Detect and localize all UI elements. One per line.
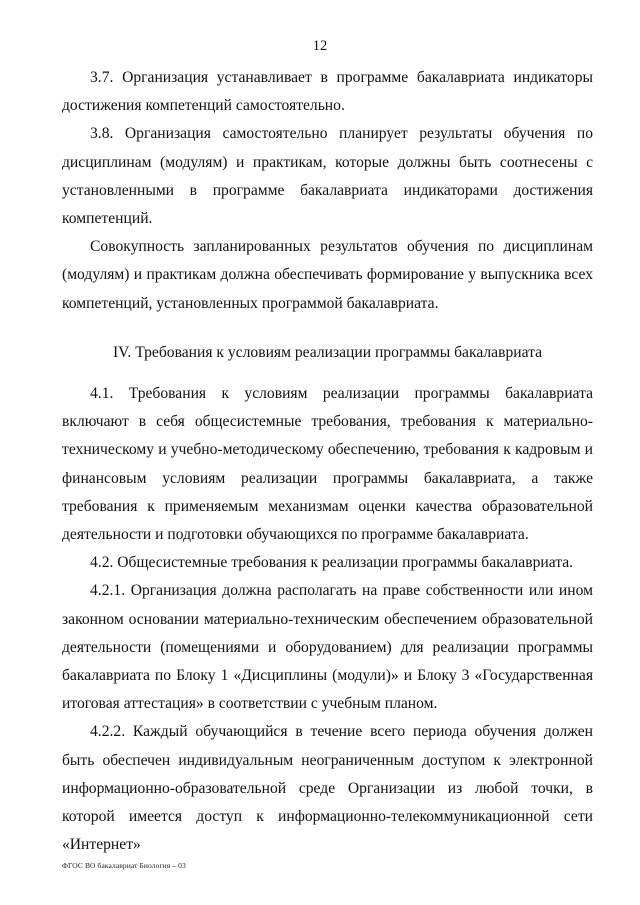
document-body bbox=[62, 64, 593, 859]
paragraph-4-2-2: 4.2.2. Каждый обучающийся в течение всего периода обучения должен быть обеспечен индивидуальным неограниченным доступом к электронной информационно-образовательной среде Организации из любой точки, в которой имеется доступ к информационно-телекоммуникационной сети «Интернет» bbox=[62, 723, 593, 854]
paragraph-4-2-1: 4.2.1. Организация должна располагать на праве собственности или ином законном основании материально-техническим обеспечением образовательной деятельности (помещениями и оборудованием) для реализации программы бакалавриата по Блоку 1 «Дисциплины (модули)» и Блоку 3 «Государственная итоговая аттестация» в соответствии с учебным планом. bbox=[62, 582, 593, 713]
page-number: 12 bbox=[312, 38, 328, 54]
document-footer: ФГОС ВО бакалавриат Биология – 03 bbox=[62, 861, 186, 870]
section-heading: IV. Требования к условиям реализации программы бакалавриата bbox=[112, 343, 543, 361]
paragraph-4-1: 4.1. Требования к условиям реализации программы бакалавриата включают в себя общесистемные требования, требования к материально-техническому и учебно-методическому обеспечению, требования к кадровым и финансовым условиям реализации программы бакалавриата, а также требования к применяемым механизмам оценки качества образовательной деятельности и подготовки обучающихся по программе бакалавриата. bbox=[62, 385, 593, 544]
paragraph-3-8: 3.8. Организация самостоятельно планирует результаты обучения по дисциплинам (модулям) и практикам, которые должны быть соотнесены с установленными в программе бакалавриата индикаторами достижения компетенций. bbox=[62, 125, 593, 228]
paragraph-3-7: 3.7. Организация устанавливает в программе бакалавриата индикаторы достижения компетенций самостоятельно. bbox=[62, 69, 593, 115]
paragraph-results-summary: Совокупность запланированных результатов обучения по дисциплинам (модулям) и практикам должна обеспечивать формирование у выпускника всех компетенций, установленных программой бакалавриата. bbox=[62, 238, 593, 312]
paragraph-4-2: 4.2. Общесистемные требования к реализации программы бакалавриата. bbox=[90, 554, 574, 572]
